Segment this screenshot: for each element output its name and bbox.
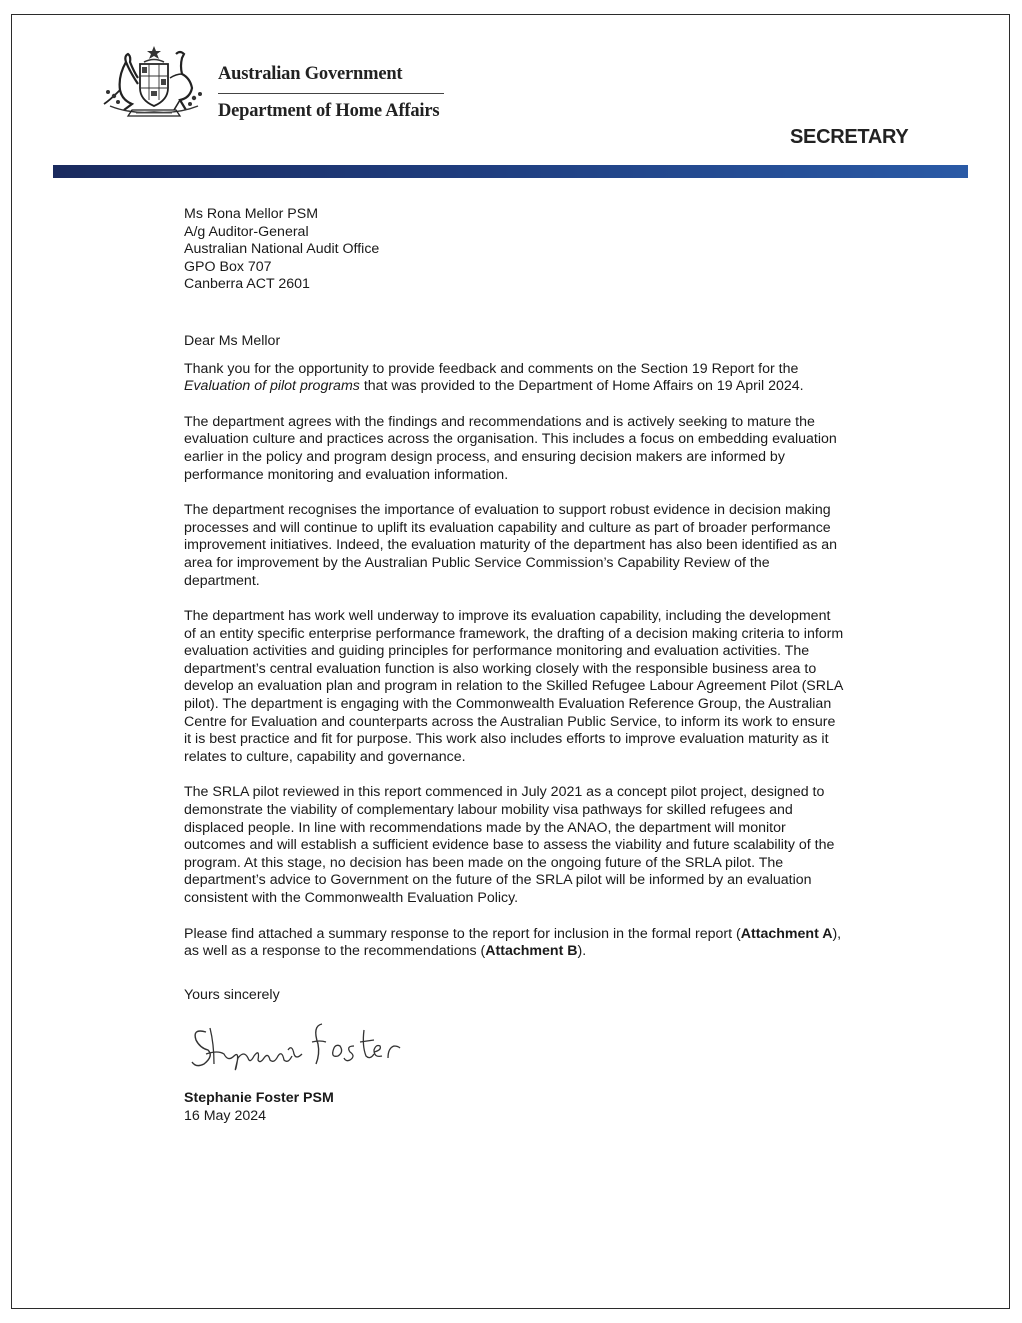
handwritten-signature bbox=[184, 1010, 844, 1076]
signature-icon bbox=[184, 1010, 444, 1076]
government-wordmark bbox=[218, 64, 444, 122]
wordmark-divider bbox=[218, 93, 444, 94]
recipient-address bbox=[184, 206, 844, 294]
paragraph-5: The SRLA pilot reviewed in this report commenced in July 2021 as a concept pilot project, designed to demonstrate the viability of complementary labour mobility visa pathways for skilled refugees and displaced people. In line with recommendations made by the ANAO, the department will monitor outcomes and will establish a sufficient evidence base to assess the viability and future scalability of the program. At this stage, no decision has been made on the ongoing future of the SRLA pilot. The department’s advice to Government on the future of the SRLA pilot will be informed by an evaluation consistent with the Commonwealth Evaluation Policy. bbox=[184, 784, 835, 906]
paragraph-text: ), as well as a response to the recommendations ( bbox=[184, 925, 842, 960]
department-name: Department of Home Affairs bbox=[218, 101, 440, 121]
signer-name: Stephanie Foster PSM bbox=[184, 1090, 334, 1107]
office-title: SECRETARY bbox=[790, 126, 909, 148]
paragraph-3: The department recognises the importance of evaluation to support robust evidence in decision making processes and will continue to uplift its evaluation capability and culture as part of broader performance improvement initiatives. Indeed, the evaluation maturity of the department has also been identified as an area for improvement by the Australian Public Service Commission’s Capability Review of the department. bbox=[184, 502, 838, 589]
attachment-b: Attachment B bbox=[485, 943, 578, 960]
paragraph-text: Please find attached a summary response to the report for inclusion in the formal report ( bbox=[184, 925, 741, 942]
letter-body bbox=[184, 206, 844, 1126]
government-name: Australian Government bbox=[218, 64, 403, 84]
paragraph-6 bbox=[184, 926, 844, 961]
paragraph-1 bbox=[184, 361, 844, 396]
address-line: A/g Auditor-General bbox=[184, 223, 309, 240]
attachment-a: Attachment A bbox=[740, 925, 833, 942]
address-line: GPO Box 707 bbox=[184, 258, 272, 275]
address-line: Ms Rona Mellor PSM bbox=[184, 206, 319, 222]
paragraph-text: that was provided to the Department of Home Affairs on 19 April 2024. bbox=[359, 378, 804, 395]
paragraph-2: The department agrees with the findings and recommendations and is actively seeking to mature the evaluation culture and practices across the organisation. This includes a focus on embedding evaluation earlier in the policy and program design process, and ensuring decision makers are informed by performance monitoring and evaluation information. bbox=[184, 413, 837, 483]
coat-of-arms-icon bbox=[100, 44, 208, 124]
paragraph-text: ). bbox=[577, 943, 587, 960]
header-band bbox=[53, 165, 968, 178]
letter-date: 16 May 2024 bbox=[184, 1107, 267, 1124]
paragraph-text: Thank you for the opportunity to provide feedback and comments on the Section 19 Report for the bbox=[184, 360, 799, 377]
address-line: Canberra ACT 2601 bbox=[184, 276, 310, 293]
paragraph-4: The department has work well underway to improve its evaluation capability, including the development of an entity specific enterprise performance framework, the drafting of a decision making criteria to inform evaluation activities and guiding principles for performance monitoring and evaluation activities. The department’s central evaluation function is also working closely with the responsible business area to develop an evaluation plan and program in relation to the Skilled Refugee Labour Agreement Pilot (SRLA pilot). The department is engaging with the Commonwealth Evaluation Reference Group, the Australian Centre for Evaluation and counterparts across the Australian Public Service, to inform its work to ensure it is best practice and fit for purpose. This work also includes efforts to improve evaluation maturity as it relates to culture, capability and governance. bbox=[184, 608, 844, 765]
address-line: Australian National Audit Office bbox=[184, 241, 380, 258]
closing: Yours sincerely bbox=[184, 986, 280, 1003]
report-title: Evaluation of pilot programs bbox=[184, 378, 360, 395]
salutation: Dear Ms Mellor bbox=[184, 332, 281, 349]
